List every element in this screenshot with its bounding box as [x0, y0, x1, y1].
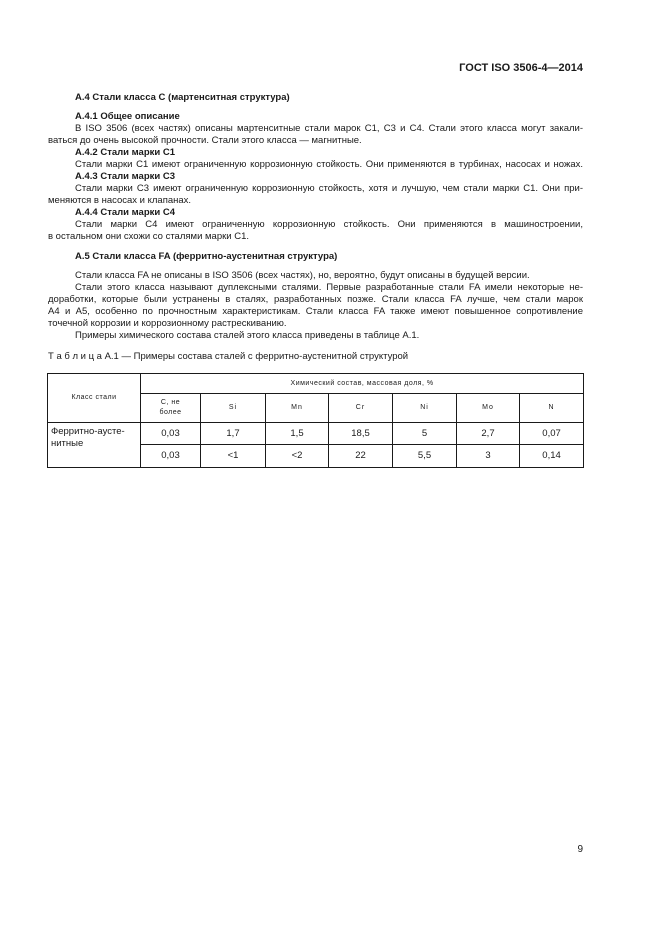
a5-p1-line-1: Стали класса FA не описаны в ISO 3506 (всех частях), но, вероятно, будут описаны в будущей версии. — [75, 270, 530, 281]
cell-cr: 22 — [329, 445, 393, 468]
cell-n: 0,07 — [520, 423, 584, 445]
a43-line-2: меняются в насосах и клапанах. — [48, 195, 192, 206]
document-id: ГОСТ ISO 3506-4—2014 — [459, 62, 583, 74]
a5-p2-line-1: Стали этого класса называют дуплексными сталями. Первые разработанные стали FA имели некоторые не- — [75, 282, 583, 293]
table-caption: Т а б л и ц а А.1 — Примеры состава сталей с ферритно-аустенитной структурой — [48, 351, 409, 362]
cell-mn: 1,5 — [266, 423, 329, 445]
a43-line-1: Стали марки С3 имеют ограниченную коррозионную стойкость, хотя и лучшую, чем стали марки С1. Они при- — [75, 183, 583, 194]
steel-class-label-line-1: Ферритно-аусте- — [51, 426, 125, 437]
cell-mo: 3 — [457, 445, 520, 468]
section-a44-heading: А.4.4 Стали марки С4 — [75, 207, 176, 218]
a44-line-2: в остальном они схожи со сталями марки С1. — [48, 231, 249, 242]
cell-c: 0,03 — [141, 423, 201, 445]
section-a41-heading: А.4.1 Общее описание — [75, 111, 180, 122]
section-a4-heading: А.4 Стали класса С (мартенситная структура) — [75, 92, 290, 103]
column-header-ni: Ni — [393, 394, 457, 423]
column-header-n: N — [520, 394, 584, 423]
a44-line-1: Стали марки С4 имеют ограниченную коррозионную стойкость. Они применяются в машиностроении, — [75, 219, 583, 230]
section-a42-heading: А.4.2 Стали марки С1 — [75, 147, 176, 158]
steel-class-label-line-2: нитные — [51, 438, 84, 449]
column-header-mn: Mn — [266, 394, 329, 423]
steel-class-cell — [48, 423, 141, 468]
cell-ni: 5 — [393, 423, 457, 445]
a5-p3-line-1: Примеры химического состава сталей этого класса приведены в таблице А.1. — [75, 330, 420, 341]
a5-p2-line-4: точечной коррозии и коррозионному растрескиванию. — [48, 318, 287, 329]
class-header-cell: Класс стали — [48, 374, 141, 423]
cell-mn: <2 — [266, 445, 329, 468]
cell-si: 1,7 — [201, 423, 266, 445]
a42-line-1: Стали марки С1 имеют ограниченную коррозионную стойкость. Они применяются в турбинах, насосах и ножах. — [75, 159, 583, 170]
cell-cr: 18,5 — [329, 423, 393, 445]
group-header-cell: Химический состав, массовая доля, % — [141, 374, 584, 394]
a5-p2-line-2: доработки, которые были устранены в сталях, разработанных позже. Стали класса FA лучше, чем стали марок — [48, 294, 583, 305]
cell-mo: 2,7 — [457, 423, 520, 445]
a41-line-1: В ISO 3506 (всех частях) описаны мартенситные стали марок С1, С3 и С4. Стали этого класса могут закали- — [75, 123, 583, 134]
cell-si: <1 — [201, 445, 266, 468]
page-number: 9 — [577, 844, 583, 855]
column-header-cr: Cr — [329, 394, 393, 423]
column-header-si: Si — [201, 394, 266, 423]
column-header-c-label: C, не более — [159, 399, 182, 416]
section-a5-heading: А.5 Стали класса FA (ферритно-аустенитная структура) — [75, 251, 338, 262]
table-header-row-1 — [48, 374, 584, 394]
section-a43-heading: А.4.3 Стали марки С3 — [75, 171, 176, 182]
a5-p2-line-3: А4 и А5, особенно по прочностным характеристикам. Стали класса FA также имеют повышенное сопротивление — [48, 306, 583, 317]
cell-n: 0,14 — [520, 445, 584, 468]
table-row — [48, 423, 584, 445]
column-header-mo: Mo — [457, 394, 520, 423]
a41-line-2: ваться до очень высокой прочности. Стали этого класса — магнитные. — [48, 135, 362, 146]
column-header-c — [141, 394, 201, 423]
cell-ni: 5,5 — [393, 445, 457, 468]
cell-c: 0,03 — [141, 445, 201, 468]
composition-table — [47, 373, 584, 468]
